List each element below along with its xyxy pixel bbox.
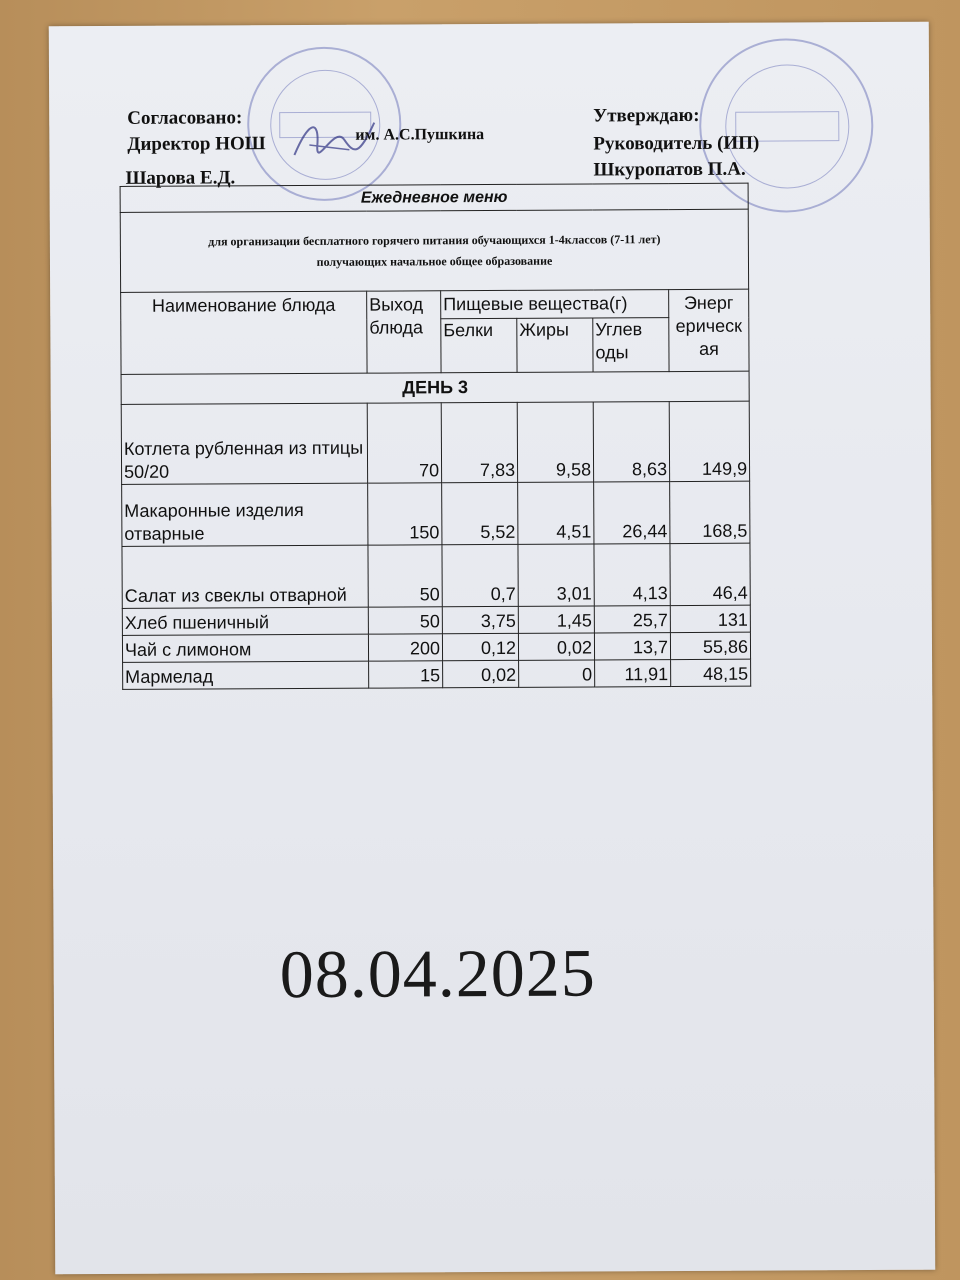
dish-name: Мармелад [123, 661, 369, 689]
dish-fats: 0 [519, 660, 595, 687]
dish-carbs: 11,91 [595, 660, 671, 687]
dish-output: 70 [367, 403, 441, 483]
menu-table [120, 183, 752, 690]
dish-energy: 46,4 [670, 543, 750, 605]
dish-carbs: 26,44 [594, 482, 670, 544]
dish-proteins: 0,02 [443, 660, 519, 687]
table-row [123, 659, 751, 689]
menu-subtitle-2: получающих начальное общее образование [316, 253, 553, 269]
dish-fats: 9,58 [517, 402, 593, 482]
dish-name: Салат из свеклы отварной [122, 545, 368, 608]
header-output: Выход блюда [367, 291, 441, 373]
dish-proteins: 5,52 [442, 482, 518, 544]
dish-output: 15 [369, 661, 443, 688]
dish-fats: 1,45 [518, 606, 594, 633]
dish-energy: 149,9 [669, 401, 749, 481]
dish-proteins: 3,75 [442, 606, 518, 633]
dish-energy: 131 [670, 605, 750, 632]
document-sheet [49, 22, 936, 1275]
approval-left-line1: Согласовано: [127, 107, 243, 129]
approval-left-line2a: Директор НОШ [127, 133, 266, 155]
dish-fats: 4,51 [518, 482, 594, 544]
dish-fats: 3,01 [518, 544, 594, 606]
dish-carbs: 13,7 [594, 633, 670, 660]
approval-left-line2b: им. А.С.Пушкина [355, 126, 485, 144]
dish-carbs: 25,7 [594, 606, 670, 633]
table-row [122, 632, 750, 662]
dish-output: 150 [368, 483, 442, 545]
dish-carbs: 8,63 [593, 402, 669, 482]
dish-proteins: 7,83 [441, 402, 517, 482]
day-label: ДЕНЬ 3 [121, 371, 749, 404]
table-row [122, 481, 750, 546]
dish-proteins: 0,12 [442, 633, 518, 660]
dish-name: Чай с лимоном [122, 634, 368, 662]
menu-subtitle [120, 209, 748, 292]
header-name: Наименование блюда [121, 291, 367, 374]
menu-subtitle-1: для организации бесплатного горячего питания обучающихся 1-4классов (7-11 лет) [208, 231, 661, 248]
table-row [121, 401, 749, 484]
header-nutrients: Пищевые вещества(г) [441, 290, 669, 319]
dish-fats: 0,02 [518, 633, 594, 660]
approval-left-line3: Шарова Е.Д. [125, 167, 236, 189]
dish-carbs: 4,13 [594, 544, 670, 606]
dish-name: Макаронные изделия отварные [122, 483, 368, 546]
dish-output: 50 [368, 545, 442, 607]
table-row [122, 543, 750, 608]
menu-title: Ежедневное меню [120, 183, 748, 212]
approval-right-line3: Шкуропатов П.А. [593, 158, 746, 181]
dish-name: Котлета рубленная из птицы 50/20 [121, 403, 367, 484]
dish-energy: 48,15 [671, 659, 751, 686]
header-energy: Энерг ерическ ая [669, 289, 749, 371]
dish-output: 200 [368, 634, 442, 661]
dish-energy: 55,86 [670, 632, 750, 659]
approval-right-line2: Руководитель (ИП) [593, 132, 760, 155]
header-fats: Жиры [517, 318, 593, 372]
dish-output: 50 [368, 607, 442, 634]
dish-proteins: 0,7 [442, 544, 518, 606]
header-proteins: Белки [441, 318, 517, 372]
document-date: 08.04.2025 [279, 934, 596, 1013]
table-row [122, 605, 750, 635]
dish-energy: 168,5 [670, 481, 750, 543]
dish-name: Хлеб пшеничный [122, 607, 368, 635]
header-carbs: Углев оды [593, 318, 669, 372]
approval-right-line1: Утверждаю: [593, 104, 700, 127]
